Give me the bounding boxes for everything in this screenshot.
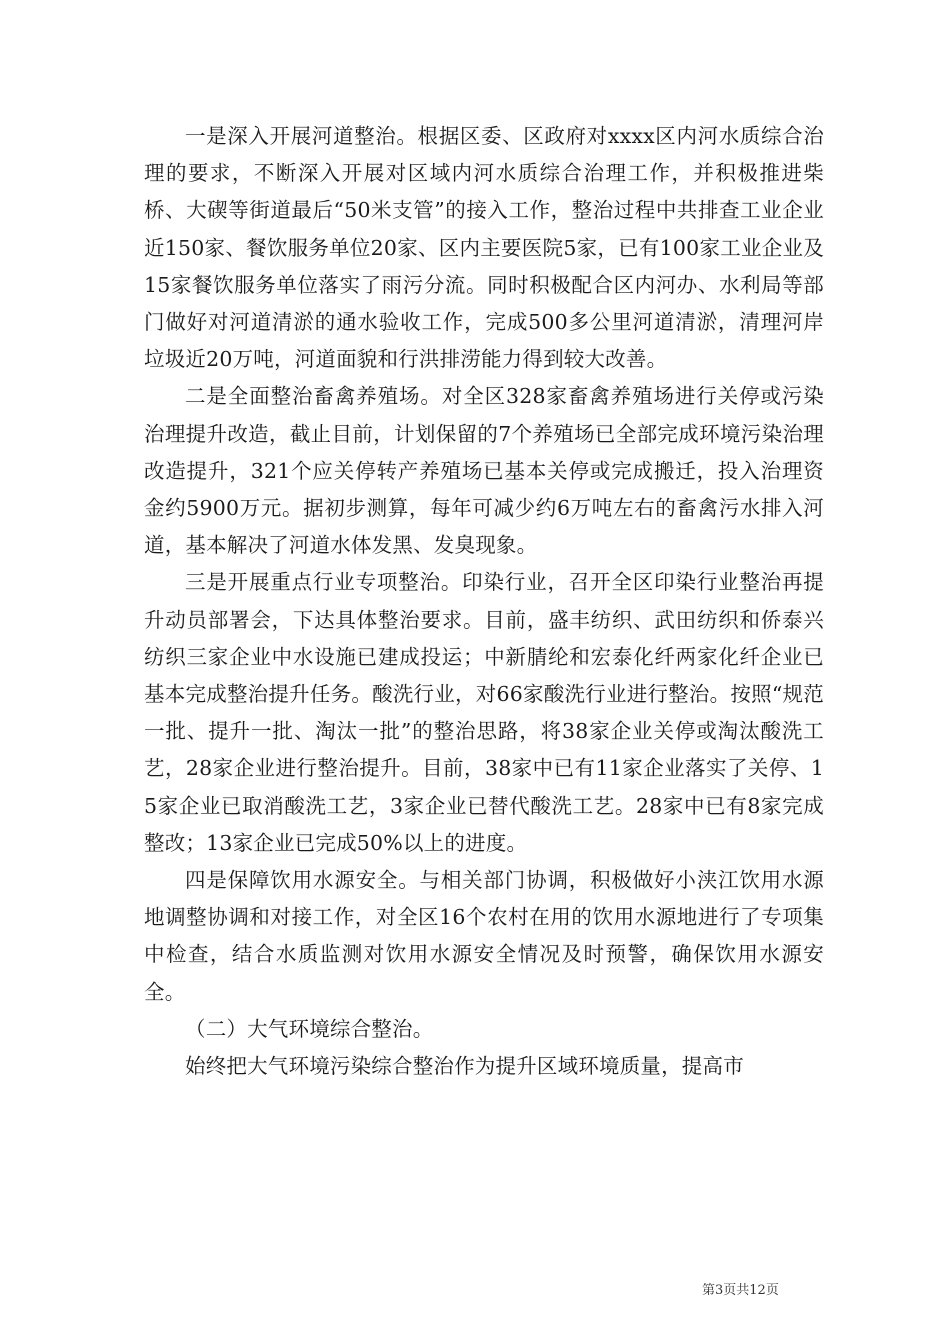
section-heading-air: （二）大气环境综合整治。: [185, 1016, 434, 1041]
paragraph-drinking-water: 四是保障饮用水源安全。与相关部门协调，积极做好小浃江饮用水源地调整协调和对接工作，对全区16个农村在用的饮用水源地进行了专项集中检查，结合水质监测对饮用水源安全情况及时预警，确保饮用水源安全。: [144, 868, 824, 1004]
paragraph-livestock-farms: 二是全面整治畜禽养殖场。对全区328家畜禽养殖场进行关停或污染治理提升改造，截止目前，计划保留的7个养殖场已全部完成环境污染治理改造提升，321个应关停转产养殖场已基本关停或完成搬迁，投入治理资金约5900万元。据初步测算，每年可减少约6万吨左右的畜禽污水排入河道，基本解决了河道水体发黑、发臭现象。: [144, 384, 824, 558]
document-body: [144, 118, 824, 1085]
paragraph-air-intro: 始终把大气环境污染综合整治作为提升区域环境质量，提高市: [185, 1054, 744, 1079]
paragraph-river-regulation: 一是深入开展河道整治。根据区委、区政府对xxxx区内河水质综合治理的要求，不断深入开展对区域内河水质综合治理工作，并积极推进柴桥、大碶等街道最后“50米支管”的接入工作，整治过程中共排查工业企业近150家、餐饮服务单位20家、区内主要医院5家，已有100家工业企业及15家餐饮服务单位落实了雨污分流。同时积极配合区内河办、水利局等部门做好对河道清淤的通水验收工作，完成500多公里河道清淤，清理河岸垃圾近20万吨，河道面貌和行洪排涝能力得到较大改善。: [144, 124, 824, 372]
page-number: 第3页共12页: [702, 1283, 779, 1298]
paragraph-industry-regulation: 三是开展重点行业专项整治。印染行业，召开全区印染行业整治再提升动员部署会，下达具体整治要求。目前，盛丰纺织、武田纺织和侨泰兴纺织三家企业中水设施已建成投运；中新腈纶和宏泰化纤两家化纤企业已基本完成整治提升任务。酸洗行业，对66家酸洗行业进行整治。按照“规范一批、提升一批、淘汰一批”的整治思路，将38家企业关停或淘汰酸洗工艺，28家企业进行整治提升。目前，38家中已有11家企业落实了关停、15家企业已取消酸洗工艺，3家企业已替代酸洗工艺。28家中已有8家完成整改；13家企业已完成50%以上的进度。: [144, 570, 824, 855]
